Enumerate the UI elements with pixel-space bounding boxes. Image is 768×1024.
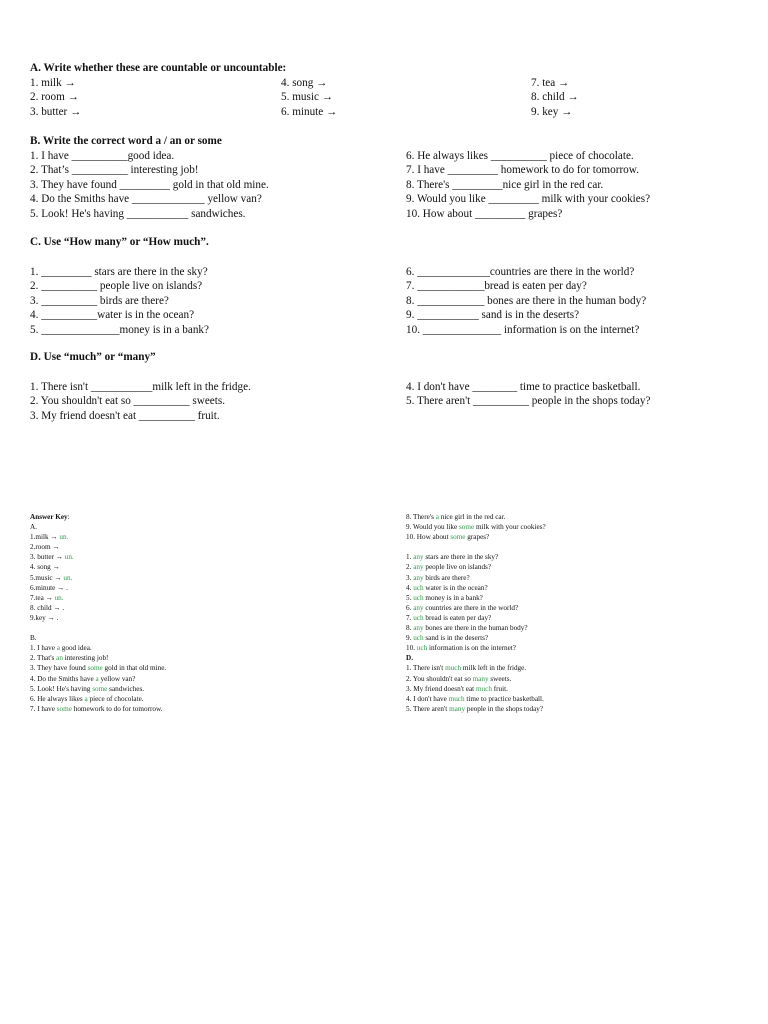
answer-text: sand is in the deserts?	[423, 634, 489, 643]
answer-key-line	[30, 583, 166, 593]
exercise-item: 10. How about _________ grapes?	[406, 207, 563, 220]
answer-text: homework to do for tomorrow.	[71, 704, 163, 713]
exercise-item: 1. I have __________good idea.	[30, 150, 175, 162]
answer-key-line	[406, 562, 546, 572]
answer-text: 1. I have	[30, 644, 57, 653]
answer-key-line	[406, 603, 546, 613]
answer-text: 9. Would you like	[406, 523, 459, 532]
exercise-item: 9. Would you like _________ milk with your cookies?	[406, 193, 651, 206]
exercise-item: 7. I have _________ homework to do for tomorrow.	[406, 164, 639, 177]
answer-word: many	[472, 674, 489, 683]
answer-text: fruit.	[491, 684, 508, 693]
exercise-item: 4. Do the Smiths have _____________ yellow van?	[30, 193, 262, 206]
answer-word: uch	[413, 593, 424, 602]
answer-word: some	[450, 533, 466, 542]
exercise-item: 3. My friend doesn't eat __________ fruit.	[30, 409, 220, 422]
answer-key-line	[406, 613, 546, 623]
answer-key-line	[406, 674, 546, 684]
answer-text: 4.	[406, 583, 414, 592]
answer-word: uch	[416, 644, 428, 653]
answer-text: 6.	[406, 603, 414, 612]
answer-text: 1. There isn't	[406, 664, 446, 673]
answer-text: 5.	[406, 593, 414, 602]
section-a-heading: A. Write whether these are countable or uncountable:	[30, 62, 287, 74]
answer-text: 10. How about	[406, 533, 451, 542]
answer-text: 10.	[406, 644, 417, 653]
answer-key-line	[30, 633, 166, 643]
section-b-left	[30, 149, 269, 221]
answer-text: milk left in the fridge.	[461, 664, 527, 673]
exercise-item: 10. ______________ information is on the internet?	[406, 323, 640, 336]
answer-text: 5.music →	[30, 573, 64, 582]
answer-key-line	[30, 542, 166, 552]
answer-text: D.	[406, 654, 413, 663]
exercise-item: 6. minute →	[281, 105, 338, 118]
section-d-left	[30, 380, 251, 423]
answer-word: some	[459, 523, 475, 532]
exercise-item: 2. You shouldn't eat so __________ sweets.	[30, 395, 226, 408]
answer-text: 2. You shouldn't eat so	[406, 674, 473, 683]
answer-word: much	[445, 664, 462, 673]
section-a-col3	[531, 76, 579, 119]
exercise-item: 4. I don't have ________ time to practice basketball.	[406, 381, 641, 393]
answer-text: A.	[30, 523, 37, 532]
exercise-item: 9. ___________ sand is in the deserts?	[406, 309, 580, 322]
answer-text: information is on the internet?	[427, 644, 516, 653]
answer-text: grapes?	[465, 533, 490, 542]
answer-key-line	[30, 623, 166, 633]
answer-text: 3. butter →	[30, 553, 65, 562]
answer-text: 7.	[406, 613, 414, 622]
answer-text: bread is eaten per day?	[423, 613, 492, 622]
answer-word: a	[435, 513, 439, 521]
answer-key-line	[406, 512, 546, 522]
answer-text: 6.minute → .	[30, 583, 68, 592]
answer-text: bones are there in the human body?	[423, 624, 528, 633]
answer-text: 7.tea →	[30, 593, 55, 602]
answer-key-line	[406, 684, 546, 694]
answer-word: uch	[413, 583, 424, 592]
answer-text: sweets.	[488, 674, 512, 683]
exercise-item: 3. __________ birds are there?	[30, 294, 169, 307]
exercise-item: 5. ______________money is in a bank?	[30, 323, 209, 336]
answer-word: uch	[413, 634, 424, 643]
answer-text: 1.	[406, 553, 414, 562]
exercise-item: 5. There aren't __________ people in the shops today?	[406, 395, 651, 408]
answer-word: any	[413, 603, 424, 612]
answer-key-line	[30, 653, 166, 663]
exercise-item: 1. milk →	[30, 77, 76, 89]
answer-text: gold in that old mine.	[102, 664, 167, 673]
answer-text: B.	[30, 634, 37, 643]
answer-key-line	[30, 643, 166, 653]
answer-text: 8.	[406, 624, 414, 633]
answer-key-line	[30, 562, 166, 572]
answer-word: any	[413, 624, 424, 633]
answer-key-line	[30, 593, 166, 603]
exercise-item: 2. room →	[30, 91, 79, 104]
section-c-heading: C. Use “How many” or “How much”.	[30, 236, 209, 248]
answer-text: countries are there in the world?	[423, 603, 519, 612]
answer-key-line	[406, 532, 546, 542]
answer-text: yellow van?	[98, 674, 136, 683]
answer-key-line	[406, 694, 546, 704]
answer-word: much	[448, 694, 465, 703]
answer-text: :	[67, 513, 70, 521]
answer-key-line	[406, 522, 546, 532]
answer-key-line	[30, 573, 166, 583]
answer-text: interesting job!	[62, 654, 109, 663]
answer-text: nice girl in the red car.	[438, 513, 506, 521]
exercise-item: 6. He always likes __________ piece of chocolate.	[406, 150, 634, 162]
answer-text: 2.room →	[30, 543, 60, 552]
answer-word: a	[95, 674, 99, 683]
section-c-right	[406, 265, 646, 337]
answer-text: 1.milk →	[30, 533, 60, 542]
answer-text: people live on islands?	[423, 563, 492, 572]
answer-word: some	[92, 684, 108, 693]
exercise-item: 8. child →	[531, 91, 579, 104]
answer-key-line	[406, 573, 546, 583]
answer-word: uch	[413, 613, 424, 622]
answer-text: sandwiches.	[107, 684, 145, 693]
answer-text: 3.	[406, 573, 414, 582]
answer-key-line	[30, 552, 166, 562]
answer-text: 5. There aren't	[406, 704, 450, 713]
section-d-right	[406, 380, 650, 409]
answer-word: any	[413, 553, 424, 562]
answer-word: a	[56, 644, 60, 653]
section-d-heading: D. Use “much” or “many”	[30, 351, 156, 363]
answer-key-right	[406, 512, 546, 714]
exercise-item: 5. Look! He's having ___________ sandwiches.	[30, 207, 246, 220]
answer-key-line	[30, 684, 166, 694]
answer-text: 5. Look! He's having	[30, 684, 93, 693]
answer-key-line	[406, 623, 546, 633]
exercise-item: 3. They have found _________ gold in that old mine.	[30, 178, 269, 191]
exercise-item: 6. _____________countries are there in the world?	[406, 266, 635, 278]
answer-word: some	[56, 704, 72, 713]
answer-key-left	[30, 512, 166, 714]
answer-key-line	[406, 552, 546, 562]
answer-text: birds are there?	[423, 573, 470, 582]
answer-text: 8. There's	[406, 513, 436, 521]
answer-text: 6. He always likes	[30, 694, 85, 703]
exercise-item: 5. music →	[281, 91, 333, 104]
answer-word: un.	[63, 573, 73, 582]
answer-word: un.	[54, 593, 64, 602]
answer-text: piece of chocolate.	[87, 694, 144, 703]
answer-word: an	[56, 654, 63, 663]
exercise-item: 4. __________water is in the ocean?	[30, 309, 195, 322]
answer-key-line	[30, 603, 166, 613]
exercise-item: 4. song →	[281, 77, 328, 89]
section-a-col2	[281, 76, 337, 119]
answer-key-line	[406, 704, 546, 714]
answer-key-line	[406, 593, 546, 603]
answer-key-line	[30, 704, 166, 714]
answer-text: 3. They have found	[30, 664, 88, 673]
answer-key-line	[30, 532, 166, 542]
answer-text: 4. I don't have	[406, 694, 449, 703]
section-c-left	[30, 265, 209, 337]
answer-key-line	[30, 694, 166, 704]
exercise-item: 2. __________ people live on islands?	[30, 280, 203, 293]
answer-text: 9.key → .	[30, 613, 59, 622]
answer-text: 2. That's	[30, 654, 57, 663]
answer-key-line	[406, 643, 546, 653]
answer-word: un.	[59, 533, 69, 542]
answer-text: 3. My friend doesn't eat	[406, 684, 476, 693]
exercise-item: 7. tea →	[531, 77, 570, 89]
answer-text: time to practice basketball.	[464, 694, 544, 703]
answer-text: stars are there in the sky?	[423, 553, 499, 562]
answer-text: milk with your cookies?	[474, 523, 546, 532]
exercise-item: 2. That’s __________ interesting job!	[30, 164, 199, 177]
section-a-col1	[30, 76, 81, 119]
answer-text: Answer Key	[30, 513, 68, 521]
answer-word: any	[413, 573, 424, 582]
answer-text: money is in a bank?	[423, 593, 483, 602]
answer-key-line	[406, 663, 546, 673]
section-b-heading: B. Write the correct word a / an or some	[30, 135, 222, 147]
answer-key-line	[406, 633, 546, 643]
exercise-item: 1. _________ stars are there in the sky?	[30, 266, 208, 278]
answer-word: any	[413, 563, 424, 572]
answer-word: much	[475, 684, 492, 693]
answer-word: a	[84, 694, 88, 703]
answer-text: water is in the ocean?	[423, 583, 488, 592]
answer-text: 4. song →	[30, 563, 60, 572]
exercise-item: 3. butter →	[30, 105, 82, 118]
exercise-item: 7. ____________bread is eaten per day?	[406, 280, 587, 293]
answer-text: 9.	[406, 634, 414, 643]
answer-key-line	[406, 583, 546, 593]
answer-key-line	[406, 653, 546, 663]
answer-word: some	[87, 664, 103, 673]
answer-text: good idea.	[59, 644, 92, 653]
answer-key-line	[30, 512, 166, 522]
exercise-item: 9. key →	[531, 105, 573, 118]
section-b-right	[406, 149, 650, 221]
answer-text: 7. I have	[30, 704, 57, 713]
answer-text: 4. Do the Smiths have	[30, 674, 96, 683]
answer-key-line	[30, 663, 166, 673]
answer-key-line	[406, 542, 546, 552]
answer-text: 2.	[406, 563, 414, 572]
exercise-item: 8. There's _________nice girl in the red car.	[406, 178, 604, 191]
exercise-item: 8. ____________ bones are there in the human body?	[406, 294, 647, 307]
answer-key-line	[30, 674, 166, 684]
answer-text: people in the shops today?	[465, 704, 544, 713]
answer-key-line	[30, 522, 166, 532]
exercise-item: 1. There isn't ___________milk left in the fridge.	[30, 381, 251, 393]
answer-key-line	[30, 613, 166, 623]
answer-word: many	[449, 704, 466, 713]
answer-text: 8. child → .	[30, 603, 65, 612]
answer-word: un.	[64, 553, 74, 562]
